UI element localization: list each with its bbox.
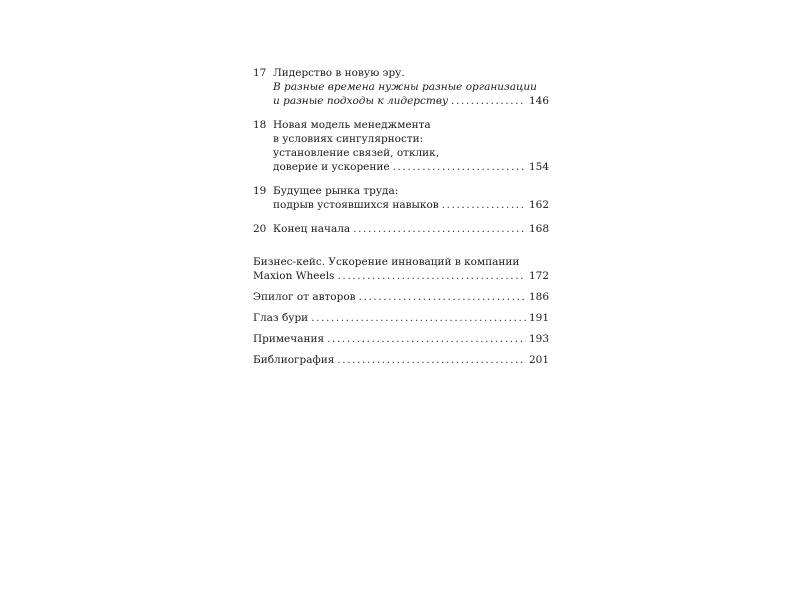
chapter-title-line: Будущее рынка труда: [273,185,399,197]
section-title-line: Примечания [253,333,325,345]
chapter-title-line: Лидерство в новую эру. [273,67,405,79]
chapter-entry [273,222,549,236]
section-title-line: Эпилог от авторов [253,291,356,303]
section-leader-line [253,353,549,367]
chapter-title-line: доверие и ускорение [273,161,390,173]
toc-section-notes[interactable] [253,332,549,346]
page-number: 162 [528,199,549,211]
dot-leader [311,311,526,325]
page-number: 146 [528,95,549,107]
section-leader-line [253,332,549,346]
dot-leader [337,353,526,367]
toc-section-eye-of-storm[interactable] [253,311,549,325]
page-number: 168 [528,223,549,235]
toc-section-bibliography[interactable] [253,353,549,367]
dot-leader [327,332,526,346]
section-title-line: Библиография [253,354,335,366]
chapter-entry [273,66,549,108]
toc-chapter-20[interactable] [253,222,549,236]
chapter-number: 17 [253,67,267,79]
chapter-number: 18 [253,119,267,131]
chapter-leader-line [273,198,549,212]
table-of-contents [253,66,549,374]
section-title-line: Глаз бури [253,312,309,324]
section-leader-line [253,311,549,325]
page-number: 172 [528,270,549,282]
section-title-line: Maxion Wheels [253,270,335,282]
chapter-entry [273,118,549,174]
page-number: 186 [528,291,549,303]
chapter-title-line: Новая модель менеджмента [273,119,431,131]
page-number: 193 [528,333,549,345]
section-title-line: Бизнес-кейс. Ускорение инноваций в компании [253,256,520,268]
toc-section-epilogue[interactable] [253,290,549,304]
dot-leader [353,222,526,236]
section-leader-line [253,290,549,304]
dot-leader [337,269,526,283]
toc-chapter-17[interactable] [253,66,549,108]
chapter-leader-line [273,222,549,236]
toc-section-business-case[interactable] [253,255,549,283]
chapter-subtitle-line: и разные подходы к лидерству [273,95,449,107]
page-number: 191 [528,312,549,324]
section-leader-line [253,269,549,283]
page-number: 154 [528,161,549,173]
dot-leader [393,160,526,174]
chapter-title-line: Конец начала [273,223,351,235]
chapter-subtitle-line: В разные времена нужны разные организации [273,81,537,93]
chapter-title-line: установление связей, отклик, [273,147,440,159]
dot-leader [442,198,526,212]
page-number: 201 [528,354,549,366]
chapter-number: 20 [253,223,267,235]
chapter-leader-line [273,94,549,108]
dot-leader [359,290,526,304]
chapter-leader-line [273,160,549,174]
dot-leader [451,94,526,108]
toc-chapter-18[interactable] [253,118,549,174]
chapter-number: 19 [253,185,267,197]
chapter-title-line: в условиях сингулярности: [273,133,424,145]
toc-chapter-19[interactable] [253,184,549,212]
chapter-title-line: подрыв устоявшихся навыков [273,199,439,211]
chapter-entry [273,184,549,212]
